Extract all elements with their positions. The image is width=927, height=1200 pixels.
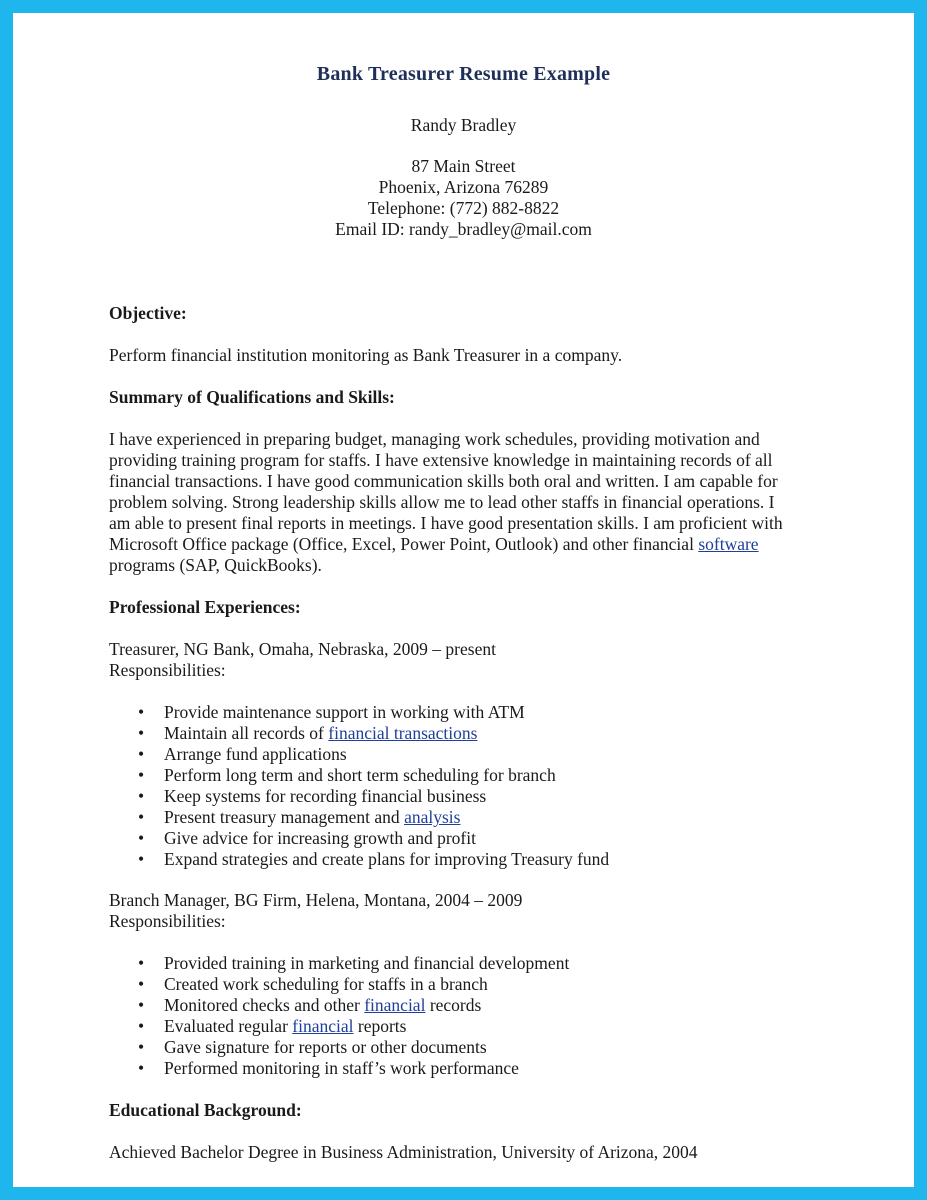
- responsibility-link[interactable]: analysis: [404, 807, 461, 827]
- responsibility-item: [109, 765, 609, 786]
- responsibility-text: Provided training in marketing and financial development: [164, 953, 570, 973]
- contact-city: Phoenix, Arizona 76289: [378, 177, 549, 197]
- contact-telephone: Telephone: (772) 882-8822: [367, 198, 560, 218]
- responsibility-item: [109, 723, 609, 744]
- bullet-icon: •: [138, 786, 145, 806]
- education-heading: Educational Background:: [109, 1100, 302, 1120]
- bullet-icon: •: [138, 1058, 145, 1078]
- bullet-icon: •: [138, 828, 145, 848]
- responsibility-link[interactable]: financial: [292, 1016, 354, 1036]
- responsibility-text: Maintain all records of: [164, 723, 329, 743]
- bullet-icon: •: [138, 765, 145, 785]
- summary-line: problem solving. Strong leadership skills allow me to lead other staffs in financial operations. I: [109, 492, 775, 512]
- bullet-icon: •: [138, 744, 145, 764]
- responsibility-text: Provide maintenance support in working with ATM: [164, 702, 525, 722]
- experience-heading: Professional Experiences:: [109, 597, 301, 617]
- responsibility-item: [109, 995, 569, 1016]
- summary-line: [109, 534, 821, 555]
- responsibility-item: [109, 744, 609, 765]
- responsibility-item: [109, 1016, 569, 1037]
- responsibilities-label: Responsibilities:: [109, 911, 226, 931]
- summary-line: am able to present final reports in meetings. I have good presentation skills. I am proficient with: [109, 513, 783, 533]
- bullet-icon: •: [138, 1037, 145, 1057]
- responsibility-text: Gave signature for reports or other documents: [164, 1037, 487, 1057]
- summary-heading: Summary of Qualifications and Skills:: [109, 387, 395, 407]
- bullet-icon: •: [138, 723, 145, 743]
- responsibilities-list: [109, 953, 569, 1079]
- job-title: Branch Manager, BG Firm, Helena, Montana, 2004 – 2009: [109, 890, 523, 910]
- responsibility-text: Evaluated regular: [164, 1016, 293, 1036]
- bullet-icon: •: [138, 702, 145, 722]
- responsibility-link[interactable]: financial: [364, 995, 426, 1015]
- summary-line: financial transactions. I have good communication skills both oral and written. I am capable for: [109, 471, 778, 491]
- responsibility-item: [109, 786, 609, 807]
- responsibility-text: Expand strategies and create plans for improving Treasury fund: [164, 849, 610, 869]
- bullet-icon: •: [138, 849, 145, 869]
- education-text: Achieved Bachelor Degree in Business Administration, University of Arizona, 2004: [109, 1142, 698, 1162]
- responsibility-item: [109, 702, 609, 723]
- responsibility-item: [109, 1058, 569, 1079]
- responsibility-item: [109, 974, 569, 995]
- contact-street: 87 Main Street: [411, 156, 516, 176]
- job-title: Treasurer, NG Bank, Omaha, Nebraska, 2009 – present: [109, 639, 496, 659]
- responsibility-text: Monitored checks and other: [164, 995, 365, 1015]
- responsibility-item: [109, 828, 609, 849]
- responsibility-item: [109, 807, 609, 828]
- responsibility-item: [109, 1037, 569, 1058]
- contact-email: Email ID: randy_bradley@mail.com: [335, 219, 592, 239]
- summary-line-text: Microsoft Office package (Office, Excel, Power Point, Outlook) and other financial: [109, 534, 699, 554]
- responsibility-text: Present treasury management and: [164, 807, 405, 827]
- software-link[interactable]: software: [698, 534, 759, 554]
- responsibility-item: [109, 849, 609, 870]
- responsibility-text: reports: [353, 1016, 407, 1036]
- summary-line: programs (SAP, QuickBooks).: [109, 555, 322, 575]
- responsibility-text: Keep systems for recording financial business: [164, 786, 487, 806]
- bullet-icon: •: [138, 995, 145, 1015]
- responsibility-text: Give advice for increasing growth and profit: [164, 828, 476, 848]
- responsibility-text: Arrange fund applications: [164, 744, 347, 764]
- bullet-icon: •: [138, 953, 145, 973]
- responsibilities-label: Responsibilities:: [109, 660, 226, 680]
- responsibility-item: [109, 953, 569, 974]
- summary-line: I have experienced in preparing budget, managing work schedules, providing motivation and: [109, 429, 760, 449]
- summary-line: providing training program for staffs. I have extensive knowledge in maintaining records of all: [109, 450, 773, 470]
- responsibility-text: Created work scheduling for staffs in a branch: [164, 974, 488, 994]
- objective-text: Perform financial institution monitoring as Bank Treasurer in a company.: [109, 345, 623, 365]
- responsibility-text: Perform long term and short term scheduling for branch: [164, 765, 556, 785]
- objective-heading: Objective:: [109, 303, 187, 323]
- responsibility-text: records: [425, 995, 482, 1015]
- bullet-icon: •: [138, 807, 145, 827]
- bullet-icon: •: [138, 974, 145, 994]
- summary-paragraph: [109, 429, 821, 576]
- responsibilities-list: [109, 702, 609, 870]
- contact-name: Randy Bradley: [410, 115, 517, 135]
- bullet-icon: •: [138, 1016, 145, 1036]
- page-title: Bank Treasurer Resume Example: [316, 63, 611, 85]
- responsibility-text: Performed monitoring in staff’s work performance: [164, 1058, 519, 1078]
- responsibility-link[interactable]: financial transactions: [328, 723, 478, 743]
